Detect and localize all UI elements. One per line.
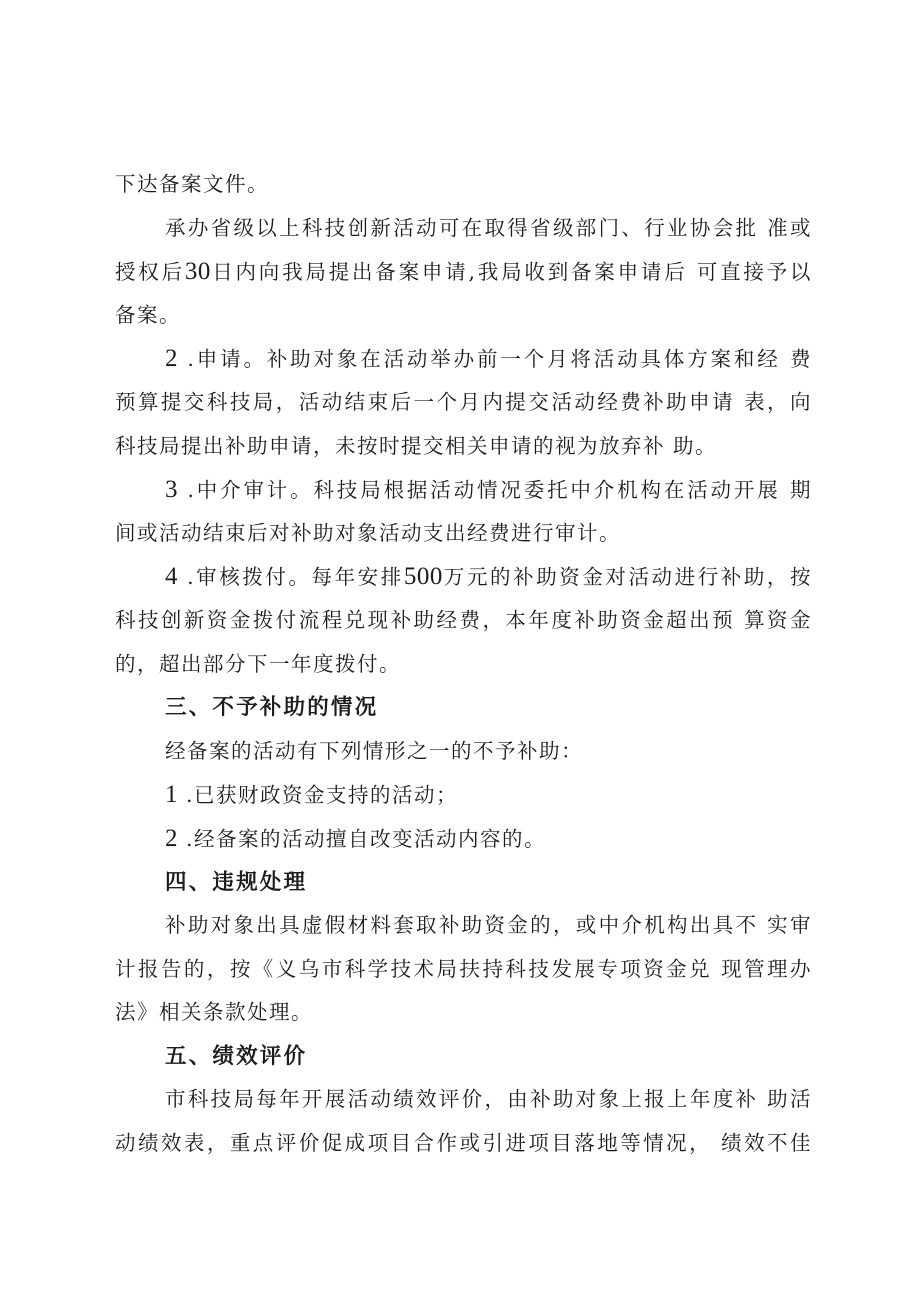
text-line bbox=[115, 250, 812, 294]
line-text: 经备案的活动有下列情形之一的不予补助： bbox=[165, 738, 583, 763]
line-text: 补助对象出具虚假材料套取补助资金的，或中介机构出具不 实审 bbox=[165, 913, 812, 938]
line-text: 计报告的，按《义乌市科学技术局扶持科技发展专项资金兑 现管理办 bbox=[115, 956, 812, 981]
section-heading bbox=[115, 686, 812, 730]
text-line bbox=[115, 512, 812, 556]
text-line bbox=[115, 904, 812, 948]
line-text: 备案。 bbox=[115, 302, 181, 327]
text-line bbox=[115, 207, 812, 251]
text-line bbox=[115, 1122, 812, 1166]
line-text: .已获财政资金支持的活动； bbox=[178, 783, 459, 808]
list-item-line bbox=[115, 337, 812, 381]
line-text: 下达备案文件。 bbox=[115, 172, 269, 196]
inline-number: 500 bbox=[403, 563, 443, 591]
line-text: .审核拨付。每年安排 bbox=[178, 565, 404, 590]
line-text: 科技局提出补助申请，未按时提交相关申请的视为放弃补 助。 bbox=[115, 433, 718, 458]
inline-number: 30 bbox=[184, 258, 211, 286]
item-number: 4 bbox=[165, 563, 178, 591]
line-text: 预算提交科技局，活动结束后一个月内提交活动经费补助申请 表，向 bbox=[115, 389, 812, 414]
heading-text: 三、不予补助的情况 bbox=[165, 695, 379, 721]
section-heading bbox=[115, 861, 812, 905]
heading-text: 五、绩效评价 bbox=[165, 1043, 308, 1069]
line-text: 间或活动结束后对补助对象活动支出经费进行审计。 bbox=[115, 520, 621, 545]
text-line bbox=[115, 425, 812, 469]
line-text: .经备案的活动擅自改变活动内容的。 bbox=[178, 826, 547, 851]
text-line bbox=[115, 730, 812, 774]
item-number: 3 bbox=[165, 476, 178, 504]
list-item-line bbox=[115, 817, 812, 861]
line-text: 万元的补助资金对活动进行补助，按 bbox=[442, 565, 812, 590]
line-text: 市科技局每年开展活动绩效评价，由补助对象上报上年度补 助活 bbox=[165, 1087, 812, 1112]
list-item-line bbox=[115, 468, 812, 512]
line-text: .申请。补助对象在活动举办前一个月将活动具体方案和经 费 bbox=[178, 347, 812, 372]
line-text: 的，超出部分下一年度拨付。 bbox=[115, 651, 401, 676]
item-number: 2 bbox=[165, 345, 178, 373]
line-text: 科技创新资金拨付流程兑现补助经费，本年度补助资金超出预 算资金 bbox=[115, 607, 812, 632]
section-heading bbox=[115, 1035, 812, 1079]
text-line bbox=[115, 381, 812, 425]
document-page bbox=[115, 163, 812, 1166]
line-text: 授权后 bbox=[115, 260, 185, 285]
line-text: 承办省级以上科技创新活动可在取得省级部门、行业协会批 准或 bbox=[165, 215, 812, 240]
text-line bbox=[115, 1078, 812, 1122]
text-line bbox=[115, 991, 812, 1035]
text-line bbox=[115, 948, 812, 992]
text-line bbox=[115, 163, 812, 207]
heading-text: 四、违规处理 bbox=[165, 869, 308, 895]
list-item-line bbox=[115, 773, 812, 817]
text-line bbox=[115, 599, 812, 643]
text-line bbox=[115, 643, 812, 687]
item-number: 1 bbox=[165, 781, 178, 809]
item-number: 2 bbox=[165, 824, 178, 852]
line-text: 动绩效表，重点评价促成项目合作或引进项目落地等情况， 绩效不佳 bbox=[115, 1131, 812, 1156]
list-item-line bbox=[115, 555, 812, 599]
line-text: .中介审计。科技局根据活动情况委托中介机构在活动开展 期 bbox=[178, 478, 812, 503]
text-line bbox=[115, 294, 812, 338]
line-text: 法》相关条款处理。 bbox=[115, 1000, 313, 1025]
line-text: 日内向我局提出备案申请,我局收到备案申请后 可直接予以 bbox=[210, 260, 812, 285]
